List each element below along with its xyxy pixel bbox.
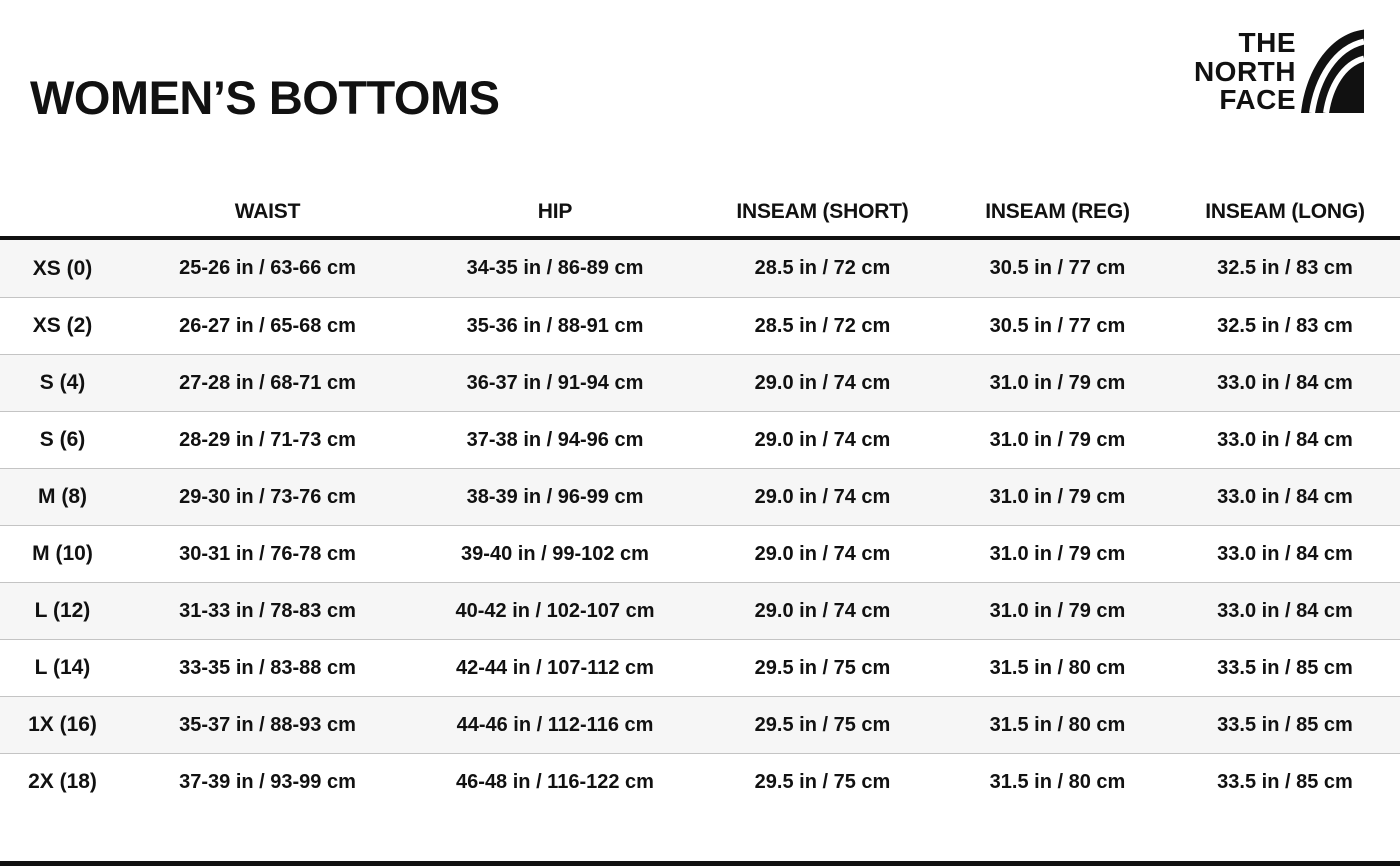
inseam-reg-cell: 31.0 in / 79 cm: [989, 542, 1126, 565]
inseam-long-cell: 32.5 in / 83 cm: [1217, 257, 1353, 279]
size-cell: S (4): [39, 371, 86, 394]
inseam-short-cell: 29.0 in / 74 cm: [754, 599, 891, 622]
table-row-m-10: [0, 525, 1400, 582]
table-row-1x-16: [0, 696, 1400, 753]
hip-cell: 42-44 in / 107-112 cm: [456, 656, 654, 679]
size-cell: XS (2): [32, 314, 93, 337]
inseam-short-cell: 29.0 in / 74 cm: [754, 542, 891, 565]
page-title: WOMEN’S BOTTOMS: [30, 71, 500, 124]
waist-cell: 28-29 in / 71-73 cm: [179, 428, 356, 451]
logo-line-face: FACE: [1219, 84, 1296, 115]
inseam-reg-cell: 30.5 in / 77 cm: [989, 257, 1126, 279]
inseam-reg-cell: 31.5 in / 80 cm: [989, 713, 1126, 736]
inseam-reg-cell: 31.0 in / 79 cm: [989, 599, 1126, 622]
waist-cell: 30-31 in / 76-78 cm: [179, 542, 356, 565]
north-face-logo: [1194, 28, 1364, 115]
inseam-short-cell: 29.0 in / 74 cm: [754, 428, 891, 451]
logo-line-north: NORTH: [1193, 55, 1296, 87]
column-header-inseam-short: INSEAM (SHORT): [736, 200, 909, 223]
inseam-reg-cell: 31.0 in / 79 cm: [989, 371, 1126, 394]
bottom-rule: [0, 861, 1400, 866]
column-header-inseam-long: INSEAM (LONG): [1205, 200, 1365, 223]
waist-cell: 25-26 in / 63-66 cm: [179, 257, 356, 279]
size-cell: 1X (16): [28, 713, 97, 736]
size-cell: XS (0): [32, 256, 93, 280]
inseam-short-cell: 28.5 in / 72 cm: [754, 314, 891, 337]
inseam-short-cell: 29.5 in / 75 cm: [754, 656, 891, 679]
logo-line-the: THE: [1238, 27, 1296, 58]
inseam-long-cell: 33.5 in / 85 cm: [1217, 713, 1353, 736]
inseam-long-cell: 33.0 in / 84 cm: [1217, 371, 1353, 394]
hip-cell: 37-38 in / 94-96 cm: [466, 428, 644, 451]
table-header-row: [0, 188, 1400, 240]
inseam-reg-cell: 31.5 in / 80 cm: [989, 656, 1126, 679]
table-row-xs-0: [0, 240, 1400, 297]
hip-cell: 34-35 in / 86-89 cm: [466, 257, 644, 279]
column-header-inseam-reg: INSEAM (REG): [985, 200, 1130, 223]
inseam-long-cell: 33.5 in / 85 cm: [1217, 770, 1353, 793]
inseam-reg-cell: 31.5 in / 80 cm: [989, 770, 1126, 793]
waist-cell: 26-27 in / 65-68 cm: [179, 314, 356, 337]
waist-cell: 29-30 in / 73-76 cm: [179, 485, 356, 508]
inseam-long-cell: 33.5 in / 85 cm: [1217, 656, 1353, 679]
hip-cell: 39-40 in / 99-102 cm: [461, 542, 649, 565]
size-cell: 2X (18): [28, 770, 97, 793]
inseam-reg-cell: 31.0 in / 79 cm: [989, 485, 1126, 508]
table-row-s-4: [0, 354, 1400, 411]
waist-cell: 35-37 in / 88-93 cm: [179, 713, 356, 736]
table-row-m-8: [0, 468, 1400, 525]
hip-cell: 40-42 in / 102-107 cm: [455, 599, 655, 622]
table-row-xs-2: [0, 297, 1400, 354]
table-row-l-14: [0, 639, 1400, 696]
hip-cell: 36-37 in / 91-94 cm: [466, 371, 644, 394]
table-row-2x-18: [0, 753, 1400, 810]
size-cell: S (6): [39, 428, 86, 451]
inseam-short-cell: 29.0 in / 74 cm: [754, 371, 891, 394]
inseam-long-cell: 32.5 in / 83 cm: [1217, 314, 1353, 337]
north-face-wordmark: [1194, 28, 1296, 115]
table-row-s-6: [0, 411, 1400, 468]
size-cell: M (10): [32, 542, 93, 565]
table-body: [0, 240, 1400, 810]
inseam-long-cell: 33.0 in / 84 cm: [1217, 485, 1353, 508]
hip-cell: 38-39 in / 96-99 cm: [466, 485, 644, 508]
size-chart-table: [0, 188, 1400, 810]
inseam-reg-cell: 30.5 in / 77 cm: [989, 314, 1126, 337]
inseam-short-cell: 29.5 in / 75 cm: [754, 713, 891, 736]
inseam-long-cell: 33.0 in / 84 cm: [1217, 599, 1353, 622]
waist-cell: 33-35 in / 83-88 cm: [179, 656, 356, 679]
waist-cell: 27-28 in / 68-71 cm: [179, 371, 356, 394]
waist-cell: 31-33 in / 78-83 cm: [179, 599, 356, 622]
half-dome-icon: [1301, 28, 1364, 113]
table-row-l-12: [0, 582, 1400, 639]
inseam-long-cell: 33.0 in / 84 cm: [1217, 542, 1353, 565]
waist-cell: 37-39 in / 93-99 cm: [179, 770, 356, 793]
size-cell: M (8): [38, 485, 87, 508]
size-cell: L (12): [34, 599, 91, 622]
size-cell: L (14): [34, 656, 91, 679]
inseam-short-cell: 29.0 in / 74 cm: [754, 485, 891, 508]
column-header-waist: WAIST: [234, 200, 301, 223]
column-header-hip: HIP: [537, 200, 573, 223]
hip-cell: 46-48 in / 116-122 cm: [456, 770, 654, 793]
hip-cell: 44-46 in / 112-116 cm: [456, 713, 654, 736]
inseam-long-cell: 33.0 in / 84 cm: [1217, 428, 1353, 451]
hip-cell: 35-36 in / 88-91 cm: [466, 314, 644, 337]
inseam-short-cell: 28.5 in / 72 cm: [754, 257, 891, 279]
inseam-reg-cell: 31.0 in / 79 cm: [989, 428, 1126, 451]
inseam-short-cell: 29.5 in / 75 cm: [754, 770, 891, 793]
